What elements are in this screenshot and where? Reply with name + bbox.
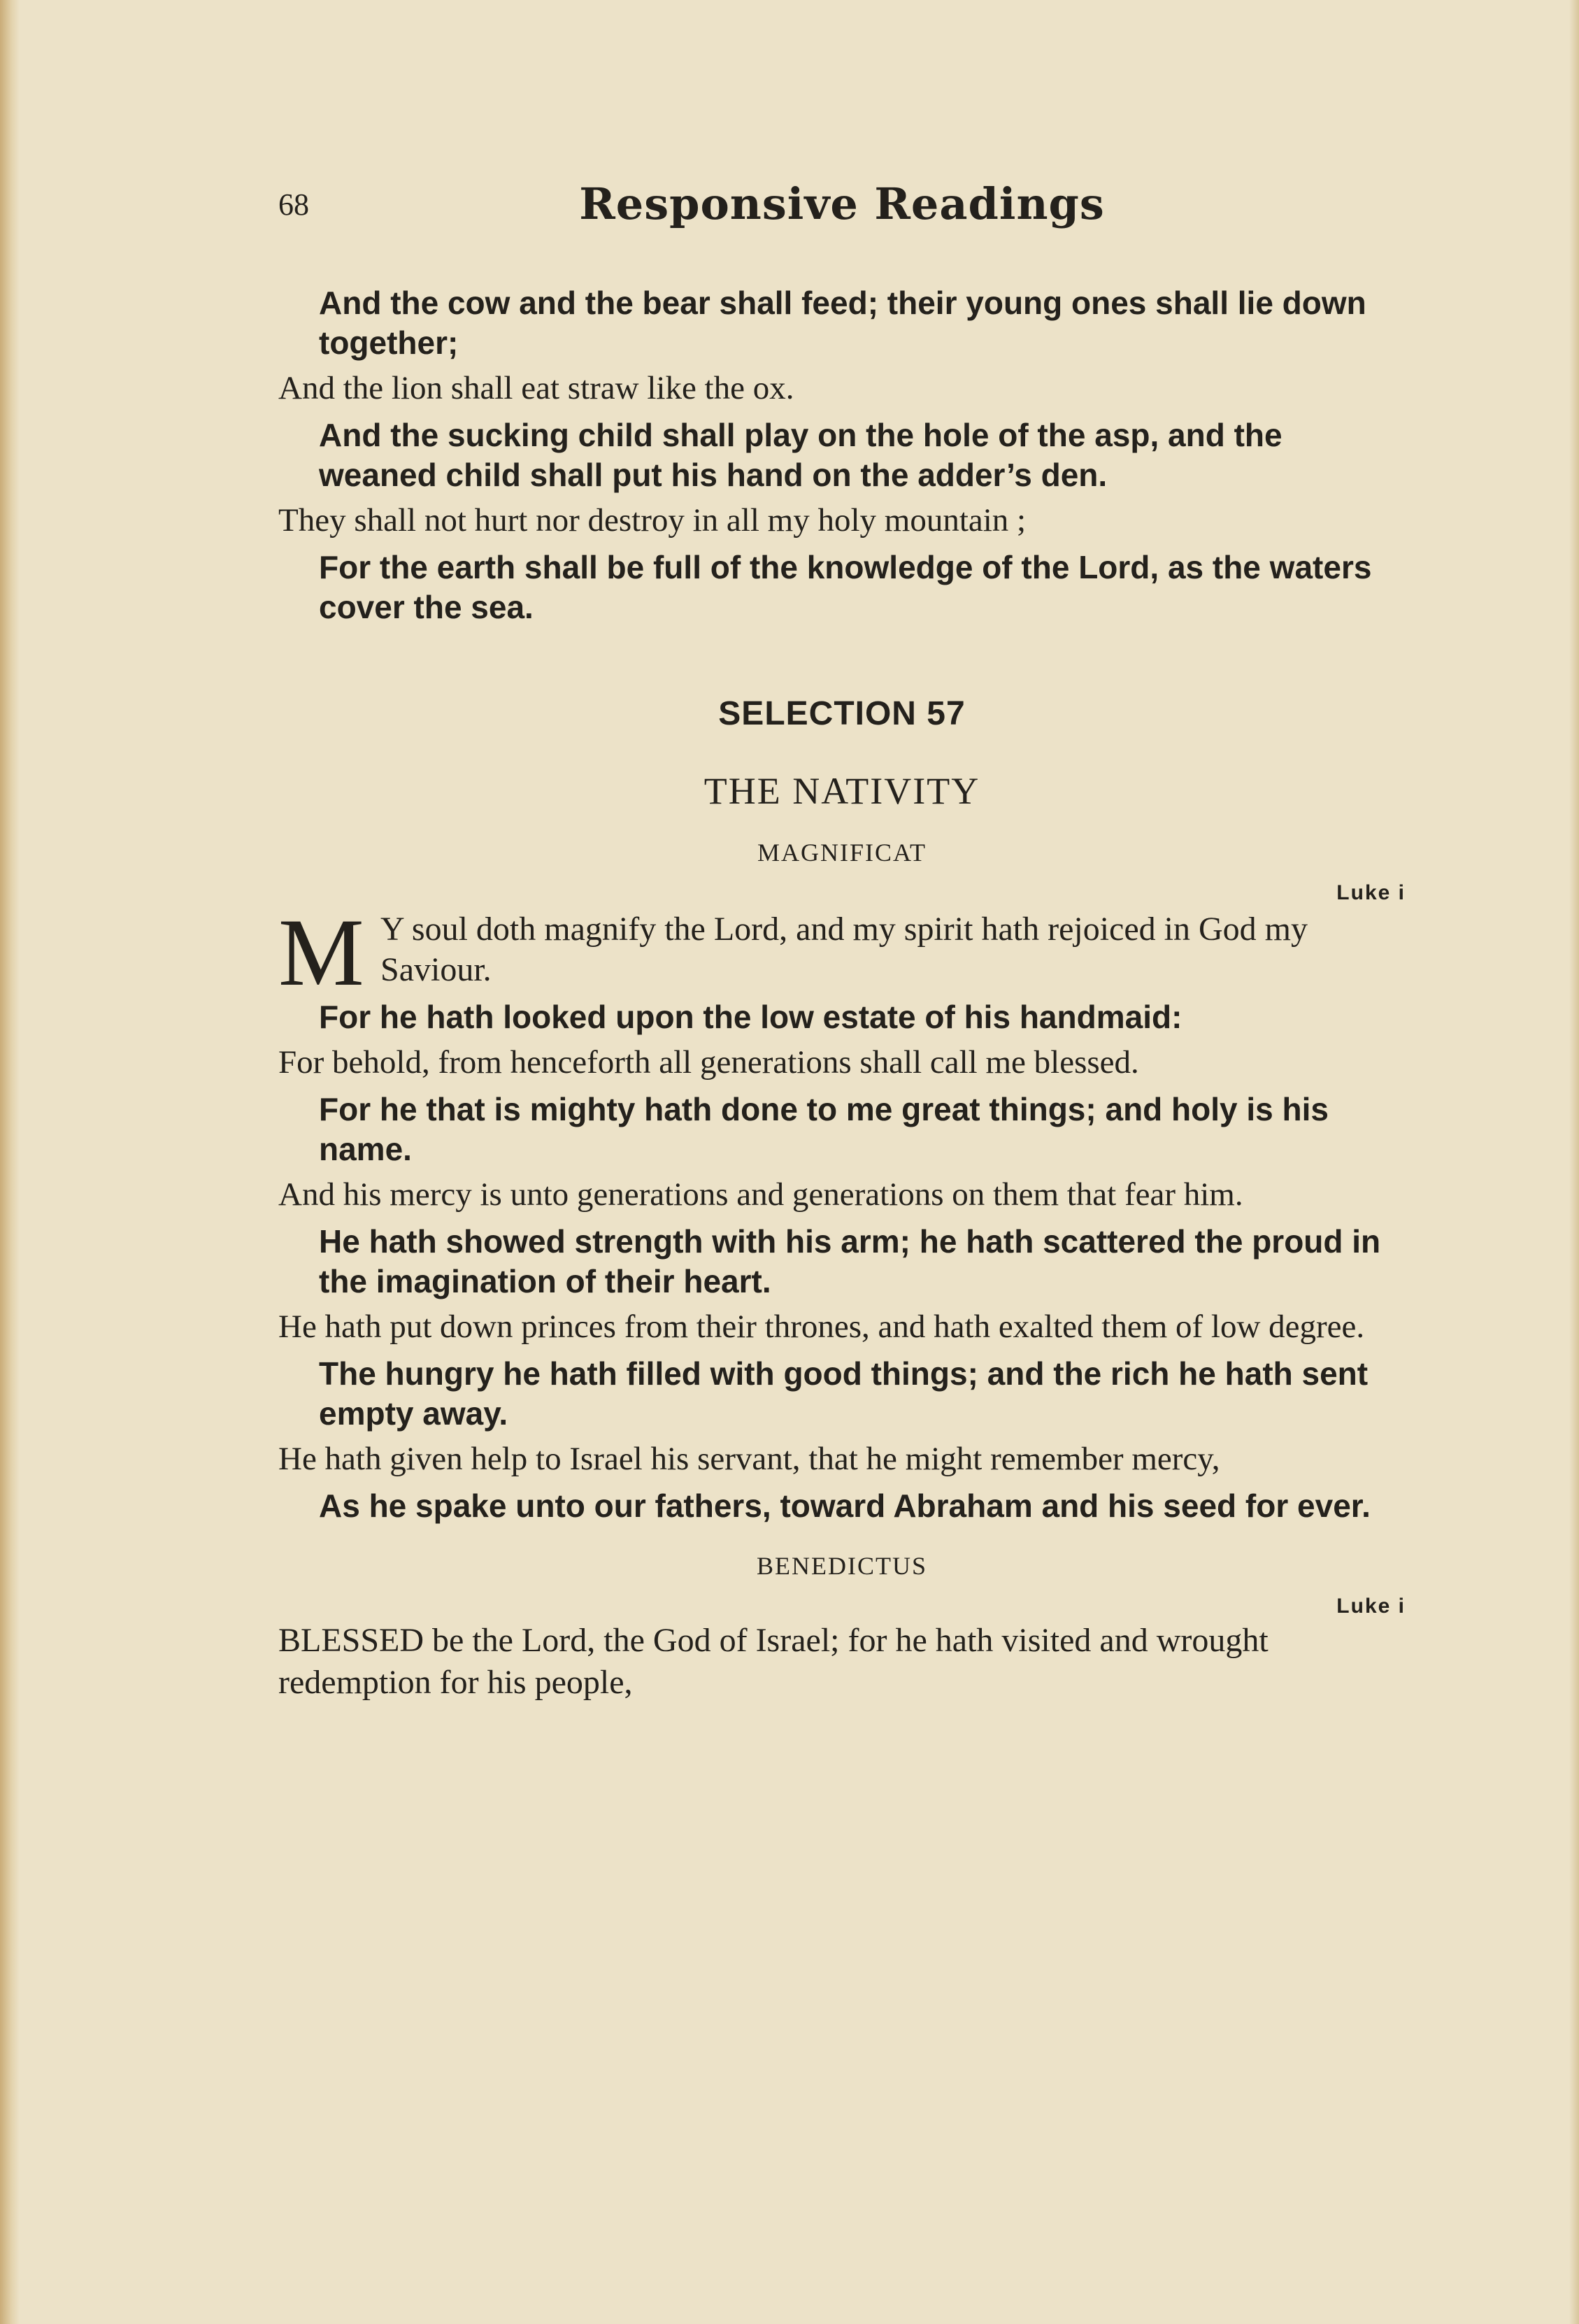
running-title: Responsive Readings [579,178,1105,229]
reading-line-people: For the earth shall be full of the knowledge of the Lord, as the waters cover the sea. [319,549,1372,625]
page-number: 68 [278,187,309,222]
reading-line-leader: And the lion shall eat straw like the ox. [278,370,794,406]
reading-line-people: And the sucking child shall play on the hole of the asp, and the weaned child shall put his hand on the adder’s den. [319,417,1283,493]
page-binding-edge [0,0,20,2324]
benedictus-reference: Luke i [1336,1595,1406,1618]
reading-line-leader: They shall not hurt nor destroy in all my holy mountain ; [278,502,1027,539]
magnificat-opening [278,899,1406,1006]
selection-heading: SELECTION 57 [718,695,966,732]
selection-title: THE NATIVITY [703,770,980,812]
page-right-edge [1569,0,1579,2324]
page-content [278,276,1406,1704]
reading-line-people: The hungry he hath filled with good things; and the rich he hath sent empty away. [319,1355,1369,1432]
drop-cap: M [278,899,364,1006]
reading-line-people: And the cow and the bear shall feed; their young ones shall lie down together; [319,285,1366,361]
reading-line-leader: He hath given help to Israel his servant, that he might remember mercy, [278,1441,1220,1477]
reading-line-leader: And his mercy is unto generations and generations on them that fear him. [278,1176,1243,1213]
reading-line-people: He hath showed strength with his arm; he hath scattered the proud in the imagination of their heart. [319,1223,1381,1299]
magnificat-opening-text: Y soul doth magnify the Lord, and my spirit hath rejoiced in God my Saviour. [380,911,1308,988]
benedictus-opening: BLESSED be the Lord, the God of Israel; for he hath visited and wrought redemption for his people, [278,1622,1269,1701]
reading-line-leader: For behold, from henceforth all generations shall call me blessed. [278,1044,1139,1081]
reading-line-people: For he that is mighty hath done to me great things; and holy is his name. [319,1091,1329,1167]
reading-line-people: For he hath looked upon the low estate of his handmaid: [319,999,1183,1035]
page-header [278,178,1406,234]
magnificat-heading: MAGNIFICAT [757,839,927,867]
magnificat-reference: Luke i [1336,881,1406,904]
reading-line-people: As he spake unto our fathers, toward Abraham and his seed for ever. [319,1488,1371,1524]
reading-line-leader: He hath put down princes from their thrones, and hath exalted them of low degree. [278,1309,1365,1345]
benedictus-heading: BENEDICTUS [757,1552,927,1580]
